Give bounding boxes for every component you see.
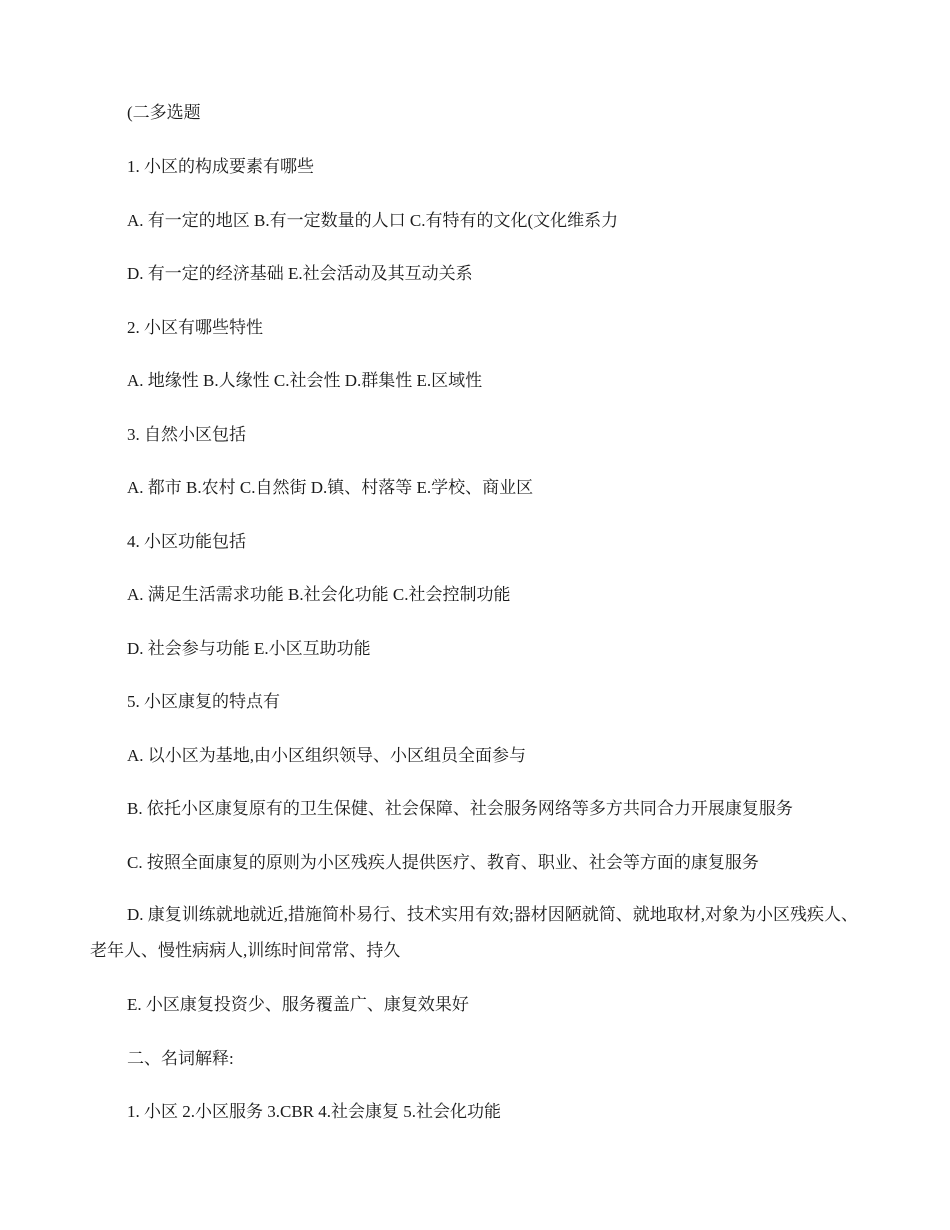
question-1-options-d-e: D. 有一定的经济基础 E.社会活动及其互动关系: [127, 264, 473, 283]
question-4-options-a-c: A. 满足生活需求功能 B.社会化功能 C.社会控制功能: [127, 585, 511, 604]
question-2-options: A. 地缘性 B.人缘性 C.社会性 D.群集性 E.区域性: [127, 371, 483, 390]
question-2: 2. 小区有哪些特性: [127, 318, 263, 337]
question-4-options-d-e: D. 社会参与功能 E.小区互助功能: [127, 639, 371, 658]
section-heading-term-definitions: 二、名词解释:: [127, 1049, 234, 1068]
question-5-option-c: C. 按照全面康复的原则为小区残疾人提供医疗、教育、职业、社会等方面的康复服务: [127, 853, 759, 872]
question-5-option-e: E. 小区康复投资少、服务覆盖广、康复效果好: [127, 995, 469, 1014]
section-heading-multiple-choice: (二多选题: [127, 103, 201, 122]
question-5-option-d: D. 康复训练就地就近,措施简朴易行、技术实用有效;器材因陋就简、就地取材,对象为小区残疾人、老年人、慢性病病人,训练时间常常、持久: [90, 905, 858, 960]
question-1-options-a-c: A. 有一定的地区 B.有一定数量的人口 C.有特有的文化(文化维系力: [127, 211, 619, 230]
question-3: 3. 自然小区包括: [127, 425, 246, 444]
question-4: 4. 小区功能包括: [127, 532, 246, 551]
question-1: 1. 小区的构成要素有哪些: [127, 157, 314, 176]
question-3-options: A. 都市 B.农村 C.自然街 D.镇、村落等 E.学校、商业区: [127, 478, 534, 497]
term-definition-list: 1. 小区 2.小区服务 3.CBR 4.社会康复 5.社会化功能: [127, 1102, 502, 1121]
question-5: 5. 小区康复的特点有: [127, 692, 280, 711]
question-5-option-a: A. 以小区为基地,由小区组织领导、小区组员全面参与: [127, 746, 527, 765]
question-5-option-b: B. 依托小区康复原有的卫生保健、社会保障、社会服务网络等多方共同合力开展康复服务: [127, 799, 793, 818]
